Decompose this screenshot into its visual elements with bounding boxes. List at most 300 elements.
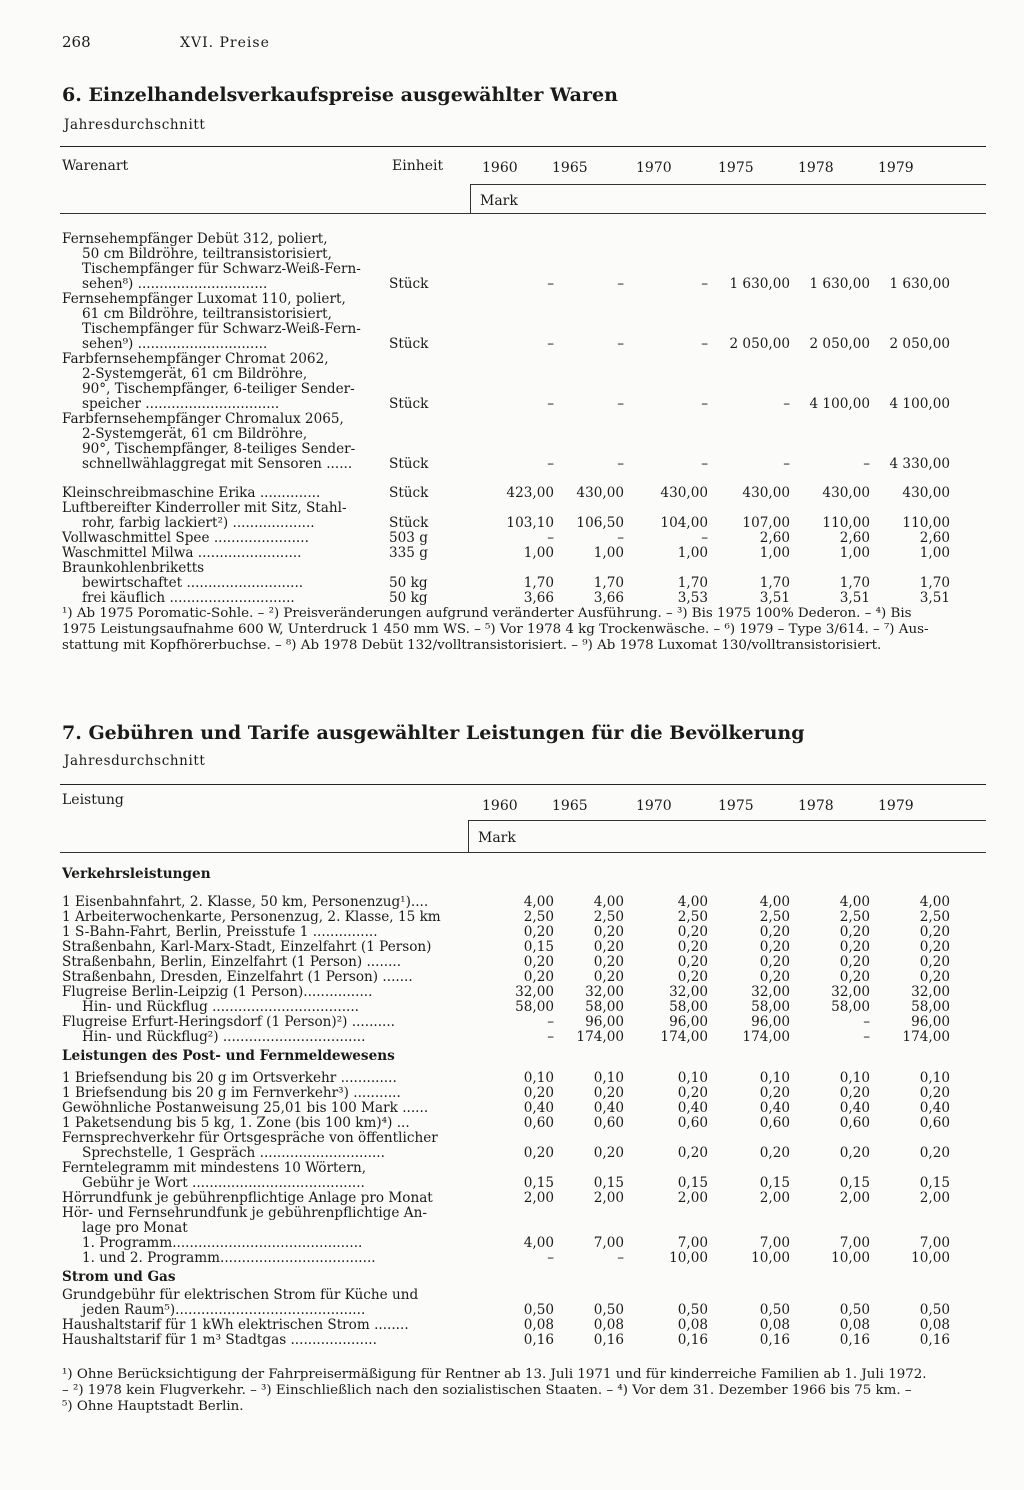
table6-top-rule: [60, 146, 986, 147]
table7-cell-1965: 0,20: [593, 969, 624, 985]
table7-cell-1960: 0,20: [523, 954, 554, 970]
table7-cell-1978: 7,00: [839, 1235, 870, 1251]
table7-cell-1965: 0,40: [593, 1100, 624, 1116]
table7-cell-1970: 0,16: [677, 1332, 708, 1348]
table7-row: [0, 1116, 1024, 1131]
table6-footnotes: [62, 606, 992, 654]
table6-cell-1965: 1,00: [593, 545, 624, 561]
table6-cell-1979: 4 330,00: [889, 456, 950, 472]
table7-cell-1978: 0,10: [839, 1070, 870, 1086]
table6-cell-1970: 430,00: [660, 485, 708, 501]
table7-cell-1960: 0,20: [523, 969, 554, 985]
table7-cell-1965: 4,00: [593, 894, 624, 910]
table6-row-label: Braunkohlenbriketts: [62, 560, 205, 576]
table6-year-1979: 1979: [878, 160, 914, 176]
table7-row-label: Flugreise Erfurt-Heringsdorf (1 Person)²) ..........: [62, 1014, 396, 1030]
table7-cell-1979: 0,20: [919, 1145, 950, 1161]
table7-row: [0, 1333, 1024, 1348]
table7-cell-1970: 174,00: [660, 1029, 708, 1045]
table7-footnote: ⁵) Ohne Hauptstadt Berlin.: [62, 1399, 244, 1414]
table6-row-unit: 335 g: [389, 545, 428, 561]
table7-row-label: Straßenbahn, Dresden, Einzelfahrt (1 Person) .......: [62, 969, 413, 985]
table7-cell-1979: 0,20: [919, 969, 950, 985]
table7-row-label: 1. Programm............................................: [82, 1235, 363, 1251]
table7-cell-1965: 32,00: [585, 984, 624, 1000]
table6-row: [0, 501, 1024, 516]
table7-row-label: Gewöhnliche Postanweisung 25,01 bis 100 Mark ......: [62, 1100, 429, 1116]
table6-cell-1979: 1 630,00: [889, 276, 950, 292]
table6-row: [0, 337, 1024, 352]
table6-cell-1975: 107,00: [742, 515, 790, 531]
table7-row-label: Grundgebühr für elektrischen Strom für Küche und: [62, 1287, 419, 1303]
table6-row: [0, 322, 1024, 337]
table6-row-label: Farbfernsehempfänger Chromalux 2065,: [62, 411, 344, 427]
table6-cell-1978: 2 050,00: [809, 336, 870, 352]
table7-cell-1970: 58,00: [669, 999, 708, 1015]
table7-cell-1978: 0,60: [839, 1115, 870, 1131]
table6-row: [0, 561, 1024, 576]
table7-row: [0, 1071, 1024, 1086]
table6-cell-1960: –: [547, 276, 554, 292]
table7-col-item: Leistung: [62, 792, 124, 808]
table6-row: [0, 292, 1024, 307]
table7-row-label: 1 Briefsendung bis 20 g im Ortsverkehr .............: [62, 1070, 397, 1086]
table7-row: [0, 1288, 1024, 1303]
table7-row-label: jeden Raum⁵)............................................: [82, 1302, 366, 1318]
table6-cell-1970: 3,53: [677, 590, 708, 606]
table7-cell-1970: 2,50: [677, 909, 708, 925]
table6-row: [0, 486, 1024, 501]
table6-cell-1960: 423,00: [506, 485, 554, 501]
table7-cell-1960: 2,50: [523, 909, 554, 925]
table7-cell-1960: 0,20: [523, 1085, 554, 1101]
table7-cell-1979: 0,20: [919, 954, 950, 970]
table7-cell-1979: 0,15: [919, 1175, 950, 1191]
table7-cell-1960: 4,00: [523, 1235, 554, 1251]
table6-row-label: Farbfernsehempfänger Chromat 2062,: [62, 351, 329, 367]
table6-row-unit: 50 kg: [389, 590, 428, 606]
table7-cell-1978: 58,00: [831, 999, 870, 1015]
table7-year-1960: 1960: [482, 798, 518, 814]
table7-row-label: Hör- und Fernsehrundfunk je gebührenpflichtige An-: [62, 1205, 427, 1221]
table7-row-label: 1 Briefsendung bis 20 g im Fernverkehr³) ...........: [62, 1085, 401, 1101]
table7-cell-1970: 0,50: [677, 1302, 708, 1318]
table7-row: [0, 1176, 1024, 1191]
table7-cell-1960: 0,16: [523, 1332, 554, 1348]
table6-row: [0, 232, 1024, 247]
table7-currency: Mark: [478, 830, 516, 846]
table7-cell-1960: –: [547, 1250, 554, 1266]
table7-cell-1979: 2,00: [919, 1190, 950, 1206]
section-title: XVI. Preise: [180, 35, 270, 51]
table6-cell-1975: 1,00: [759, 545, 790, 561]
table7-year-1965: 1965: [552, 798, 588, 814]
table7-cell-1978: –: [863, 1029, 870, 1045]
table6-row-unit: Stück: [389, 336, 429, 352]
table6-cell-1960: –: [547, 336, 554, 352]
table6-cell-1965: –: [617, 336, 624, 352]
table7-cell-1978: 0,50: [839, 1302, 870, 1318]
table6-row-label: Fernsehempfänger Luxomat 110, poliert,: [62, 291, 346, 307]
table7-cell-1979: 58,00: [911, 999, 950, 1015]
table7-cell-1975: 0,16: [759, 1332, 790, 1348]
table6-row-unit: 50 kg: [389, 575, 428, 591]
table7-row-label: 1 Eisenbahnfahrt, 2. Klasse, 50 km, Personenzug¹)....: [62, 894, 429, 910]
table6-row-label: 2-Systemgerät, 61 cm Bildröhre,: [82, 426, 308, 442]
table7-cell-1979: 4,00: [919, 894, 950, 910]
table6-row: [0, 412, 1024, 427]
table6-footnote: 1975 Leistungsaufnahme 600 W, Unterdruck 1 450 mm WS. – ⁵) Vor 1978 4 kg Trockenwäsche. – ⁶) 1979 – Type 3/614. – ⁷) Aus-: [62, 622, 929, 637]
table7-cell-1975: 58,00: [751, 999, 790, 1015]
table7-cell-1965: 58,00: [585, 999, 624, 1015]
table6-cell-1965: 3,66: [593, 590, 624, 606]
table7-cell-1965: 0,20: [593, 939, 624, 955]
table7-cell-1975: 0,50: [759, 1302, 790, 1318]
running-header: [62, 33, 270, 51]
table6-row-label: 2-Systemgerät, 61 cm Bildröhre,: [82, 366, 308, 382]
table7-cell-1970: 0,20: [677, 939, 708, 955]
table6-year-1965: 1965: [552, 160, 588, 176]
table7-cell-1975: 96,00: [751, 1014, 790, 1030]
table7-cell-1979: 0,20: [919, 1085, 950, 1101]
table7-cell-1975: 0,08: [759, 1317, 790, 1333]
table6-row-label: frei käuflich .............................: [82, 590, 295, 606]
table7-cell-1978: 4,00: [839, 894, 870, 910]
table7-footnote: ¹) Ohne Berücksichtigung der Fahrpreisermäßigung für Rentner ab 13. Juli 1971 und für kinderreiche Familien ab 1. Juli 1972.: [62, 1367, 927, 1382]
table7-row: [0, 895, 1024, 910]
table7-cell-1960: 0,08: [523, 1317, 554, 1333]
table7-cell-1978: –: [863, 1014, 870, 1030]
table6-cell-1965: 106,50: [576, 515, 624, 531]
table7-title: 7. Gebühren und Tarife ausgewählter Leistungen für die Bevölkerung: [62, 722, 805, 744]
table7-row: [0, 1131, 1024, 1146]
table7-cell-1965: 0,50: [593, 1302, 624, 1318]
table7-cell-1960: –: [547, 1029, 554, 1045]
table7-category: Leistungen des Post- und Fernmeldewesens: [62, 1048, 395, 1064]
table6-row: [0, 307, 1024, 322]
table7-row: [0, 1146, 1024, 1161]
table7-row-label: Flugreise Berlin-Leipzig (1 Person)................: [62, 984, 373, 1000]
table7-cell-1960: –: [547, 1014, 554, 1030]
table7-row: [0, 1000, 1024, 1015]
table6-cell-1979: 2,60: [919, 530, 950, 546]
table7-cell-1970: 2,00: [677, 1190, 708, 1206]
table6-cell-1978: 110,00: [822, 515, 870, 531]
table7-row: [0, 955, 1024, 970]
table7-cell-1965: 0,60: [593, 1115, 624, 1131]
table7-cell-1979: 0,20: [919, 939, 950, 955]
table6-cell-1965: 1,70: [593, 575, 624, 591]
table7-cell-1978: 0,20: [839, 954, 870, 970]
table7-cell-1960: 0,10: [523, 1070, 554, 1086]
table7-sub-rule: [468, 820, 986, 821]
table7-row-label: 1. und 2. Programm....................................: [82, 1250, 376, 1266]
table6-cell-1978: 1,00: [839, 545, 870, 561]
table7-row-label: Straßenbahn, Berlin, Einzelfahrt (1 Person) ........: [62, 954, 402, 970]
table7-cell-1975: 0,15: [759, 1175, 790, 1191]
table7-cell-1970: 10,00: [669, 1250, 708, 1266]
table7-cell-1960: 58,00: [515, 999, 554, 1015]
table7-cell-1965: 0,20: [593, 954, 624, 970]
table7-cell-1970: 0,20: [677, 969, 708, 985]
table7-row: [0, 1206, 1024, 1221]
table7-cell-1978: 32,00: [831, 984, 870, 1000]
table7-cell-1960: 32,00: [515, 984, 554, 1000]
table6-cell-1978: 430,00: [822, 485, 870, 501]
table6-cell-1979: 110,00: [902, 515, 950, 531]
table7-year-1979: 1979: [878, 798, 914, 814]
table6-cell-1965: 430,00: [576, 485, 624, 501]
table7-cell-1978: 0,20: [839, 939, 870, 955]
table7-cell-1970: 0,20: [677, 1145, 708, 1161]
table6-cell-1970: 104,00: [660, 515, 708, 531]
table6-year-1975: 1975: [718, 160, 754, 176]
table7-row: [0, 1221, 1024, 1236]
table6-cell-1975: 430,00: [742, 485, 790, 501]
table7-row-label: 1 Paketsendung bis 5 kg, 1. Zone (bis 100 km)⁴) ...: [62, 1115, 410, 1131]
table7-cell-1960: 0,15: [523, 939, 554, 955]
table7-cell-1975: 0,20: [759, 954, 790, 970]
table6-cell-1979: 2 050,00: [889, 336, 950, 352]
table7-cell-1960: 0,20: [523, 1145, 554, 1161]
table7-cell-1970: 0,20: [677, 954, 708, 970]
table7-cell-1975: 0,20: [759, 939, 790, 955]
table7-cell-1960: 0,40: [523, 1100, 554, 1116]
table6-row: [0, 367, 1024, 382]
table7-row: [0, 1086, 1024, 1101]
table6-cell-1970: –: [701, 336, 708, 352]
table7-cell-1979: 0,08: [919, 1317, 950, 1333]
table7-cell-1979: 0,20: [919, 924, 950, 940]
table6-row: [0, 442, 1024, 457]
table7-cell-1970: 0,15: [677, 1175, 708, 1191]
table6-cell-1970: –: [701, 456, 708, 472]
table7-row: [0, 910, 1024, 925]
table6-row: [0, 457, 1024, 472]
table6-cell-1960: –: [547, 456, 554, 472]
table6-row: [0, 546, 1024, 561]
table7-row-label: Haushaltstarif für 1 kWh elektrischen Strom ........: [62, 1317, 409, 1333]
table7-row-label: Ferntelegramm mit mindestens 10 Wörtern,: [62, 1160, 367, 1176]
table7-cell-1975: 0,20: [759, 924, 790, 940]
table6-cell-1970: –: [701, 396, 708, 412]
table7-cell-1979: 0,10: [919, 1070, 950, 1086]
table7-row: [0, 970, 1024, 985]
table7-cell-1975: 2,50: [759, 909, 790, 925]
table6-cell-1975: 1 630,00: [729, 276, 790, 292]
table6-cell-1960: 1,70: [523, 575, 554, 591]
table7-row-label: 1 S-Bahn-Fahrt, Berlin, Preisstufe 1 ...............: [62, 924, 378, 940]
table6-cell-1960: –: [547, 396, 554, 412]
table6-cell-1970: 1,00: [677, 545, 708, 561]
table6-cell-1978: 3,51: [839, 590, 870, 606]
table6-row: [0, 352, 1024, 367]
table6-row: [0, 516, 1024, 531]
table7-subtitle: Jahresdurchschnitt: [64, 753, 206, 769]
table6-row-label: sehen⁹) ..............................: [82, 336, 268, 352]
table6-row-label: Luftbereifter Kinderroller mit Sitz, Stahl-: [62, 500, 347, 516]
table7-row: [0, 940, 1024, 955]
table7-year-1970: 1970: [636, 798, 672, 814]
table6-cell-1965: –: [617, 396, 624, 412]
table6-cell-1979: 1,00: [919, 545, 950, 561]
table6-footnote: ¹) Ab 1975 Poromatic-Sohle. – ²) Preisveränderungen aufgrund veränderter Ausführung. – ³) Bis 1975 100% Dederon. – ⁴) Bis: [62, 606, 912, 621]
table6-row: [0, 397, 1024, 412]
table6-row-label: bewirtschaftet ...........................: [82, 575, 304, 591]
table6-row: [0, 576, 1024, 591]
table6-col-unit: Einheit: [392, 158, 444, 174]
table7-cell-1975: 0,20: [759, 969, 790, 985]
table6-row-unit: Stück: [389, 456, 429, 472]
table7-cell-1965: 2,00: [593, 1190, 624, 1206]
table6-cell-1979: 430,00: [902, 485, 950, 501]
table7-row: [0, 1101, 1024, 1116]
table7-cell-1979: 0,50: [919, 1302, 950, 1318]
table7-cell-1965: 174,00: [576, 1029, 624, 1045]
table7-cell-1970: 0,20: [677, 1085, 708, 1101]
table6-row-label: Kleinschreibmaschine Erika ..............: [62, 485, 321, 501]
table7-cell-1979: 0,60: [919, 1115, 950, 1131]
table7-year-1978: 1978: [798, 798, 834, 814]
table7-cell-1965: 0,16: [593, 1332, 624, 1348]
table6-row-label: 90°, Tischempfänger, 8-teiliges Sender-: [82, 441, 356, 457]
table7-cell-1975: 174,00: [742, 1029, 790, 1045]
table6-year-1970: 1970: [636, 160, 672, 176]
table6-cell-1960: 103,10: [506, 515, 554, 531]
table7-cell-1978: 2,00: [839, 1190, 870, 1206]
table6-cell-1978: 2,60: [839, 530, 870, 546]
table7-cell-1970: 0,10: [677, 1070, 708, 1086]
table7-row-label: Straßenbahn, Karl-Marx-Stadt, Einzelfahrt (1 Person): [62, 939, 432, 955]
table6-row-label: 61 cm Bildröhre, teiltransistorisiert,: [82, 306, 332, 322]
table7-row-label: Fernsprechverkehr für Ortsgespräche von öffentlicher: [62, 1130, 438, 1146]
table7-cell-1979: 10,00: [911, 1250, 950, 1266]
table6-row: [0, 591, 1024, 606]
table7-cell-1965: 0,15: [593, 1175, 624, 1191]
table7-cell-1965: 0,10: [593, 1070, 624, 1086]
table6-row: [0, 277, 1024, 292]
table7-row: [0, 925, 1024, 940]
table7-cell-1979: 32,00: [911, 984, 950, 1000]
table7-row-label: Hin- und Rückflug ..................................: [82, 999, 360, 1015]
table6-row-unit: Stück: [389, 515, 429, 531]
table7-cell-1978: 0,15: [839, 1175, 870, 1191]
table7-cell-1960: 0,15: [523, 1175, 554, 1191]
table7-row: [0, 1161, 1024, 1176]
table6-cell-1975: –: [783, 396, 790, 412]
table7-cell-1975: 0,60: [759, 1115, 790, 1131]
table7-cell-1970: 4,00: [677, 894, 708, 910]
table7-cell-1960: 0,50: [523, 1302, 554, 1318]
table7-cell-1965: 0,08: [593, 1317, 624, 1333]
table7-row: [0, 1303, 1024, 1318]
table7-cell-1979: 96,00: [911, 1014, 950, 1030]
table6-subtitle: Jahresdurchschnitt: [64, 117, 206, 133]
table6-col-item: Warenart: [62, 158, 129, 174]
table6-row-label: Fernsehempfänger Debüt 312, poliert,: [62, 231, 328, 247]
table7-row-label: Gebühr je Wort ........................................: [82, 1175, 365, 1191]
table7-row-label: Sprechstelle, 1 Gespräch .............................: [82, 1145, 385, 1161]
table7-cell-1965: 2,50: [593, 909, 624, 925]
table7-cell-1975: 0,40: [759, 1100, 790, 1116]
table6-row-label: Vollwaschmittel Spee ......................: [62, 530, 309, 546]
table6-divider: [470, 184, 471, 214]
table6-cell-1978: 1 630,00: [809, 276, 870, 292]
table7-cell-1965: 0,20: [593, 1085, 624, 1101]
table6-cell-1965: –: [617, 276, 624, 292]
table7-cell-1978: 0,20: [839, 1145, 870, 1161]
table7-cell-1979: 174,00: [902, 1029, 950, 1045]
table6-cell-1979: 4 100,00: [889, 396, 950, 412]
table7-row-label: lage pro Monat: [82, 1220, 188, 1236]
table6-cell-1960: 3,66: [523, 590, 554, 606]
table7-cell-1960: 4,00: [523, 894, 554, 910]
table6-row-label: 50 cm Bildröhre, teiltransistorisiert,: [82, 246, 332, 262]
table7-cell-1978: 0,20: [839, 969, 870, 985]
table6-row-unit: Stück: [389, 276, 429, 292]
table7-cell-1975: 7,00: [759, 1235, 790, 1251]
table6-cell-1970: 1,70: [677, 575, 708, 591]
table6-cell-1970: –: [701, 276, 708, 292]
table6-cell-1978: 1,70: [839, 575, 870, 591]
table6-row-label: Tischempfänger für Schwarz-Weiß-Fern-: [82, 321, 361, 337]
table7-cell-1978: 0,40: [839, 1100, 870, 1116]
table7-row-label: Hin- und Rückflug²) .................................: [82, 1029, 366, 1045]
table6-year-1960: 1960: [482, 160, 518, 176]
table7-cell-1978: 10,00: [831, 1250, 870, 1266]
table6-row-unit: Stück: [389, 396, 429, 412]
table7-top-rule: [60, 784, 986, 785]
table7-footnote: – ²) 1978 kein Flugverkehr. – ³) Einschließlich nach den sozialistischen Staaten. – ⁴) Vor dem 31. Dezember 1966 bis 75 km. –: [62, 1383, 912, 1398]
table7-row: [0, 1236, 1024, 1251]
table6-title: 6. Einzelhandelsverkaufspreise ausgewählter Waren: [62, 84, 618, 106]
table6-row-unit: Stück: [389, 485, 429, 501]
table6-cell-1979: 3,51: [919, 590, 950, 606]
table7-cell-1979: 7,00: [919, 1235, 950, 1251]
table7-cell-1970: 0,08: [677, 1317, 708, 1333]
table7-cell-1978: 0,20: [839, 1085, 870, 1101]
table6-cell-1975: 2 050,00: [729, 336, 790, 352]
table6-row: [0, 427, 1024, 442]
table6-header-rule: [60, 213, 986, 214]
table7-row: [0, 1030, 1024, 1045]
table6-cell-1978: –: [863, 456, 870, 472]
table7-cell-1975: 0,20: [759, 1085, 790, 1101]
table7-row: [0, 1318, 1024, 1333]
table7-cell-1960: 0,60: [523, 1115, 554, 1131]
table6-row-label: rohr, farbig lackiert²) ...................: [82, 515, 315, 531]
table7-row: [0, 985, 1024, 1000]
table6-year-1978: 1978: [798, 160, 834, 176]
table6-cell-1965: –: [617, 456, 624, 472]
table6-row: [0, 382, 1024, 397]
table7-footnotes: [62, 1367, 992, 1415]
table6-cell-1970: –: [701, 530, 708, 546]
table6-row: [0, 531, 1024, 546]
table7-cell-1960: 0,20: [523, 924, 554, 940]
table7-cell-1970: 0,40: [677, 1100, 708, 1116]
table7-cell-1975: 10,00: [751, 1250, 790, 1266]
table7-cell-1979: 2,50: [919, 909, 950, 925]
table7-row: [0, 1251, 1024, 1266]
table6-row: [0, 247, 1024, 262]
table7-row: [0, 1015, 1024, 1030]
table7-cell-1978: 2,50: [839, 909, 870, 925]
table7-row-label: Hörrundfunk je gebührenpflichtige Anlage pro Monat: [62, 1190, 433, 1206]
table6-row-label: 90°, Tischempfänger, 6-teiliger Sender-: [82, 381, 355, 397]
table7-cell-1978: 0,16: [839, 1332, 870, 1348]
table7-row-label: 1 Arbeiterwochenkarte, Personenzug, 2. Klasse, 15 km: [62, 909, 441, 925]
